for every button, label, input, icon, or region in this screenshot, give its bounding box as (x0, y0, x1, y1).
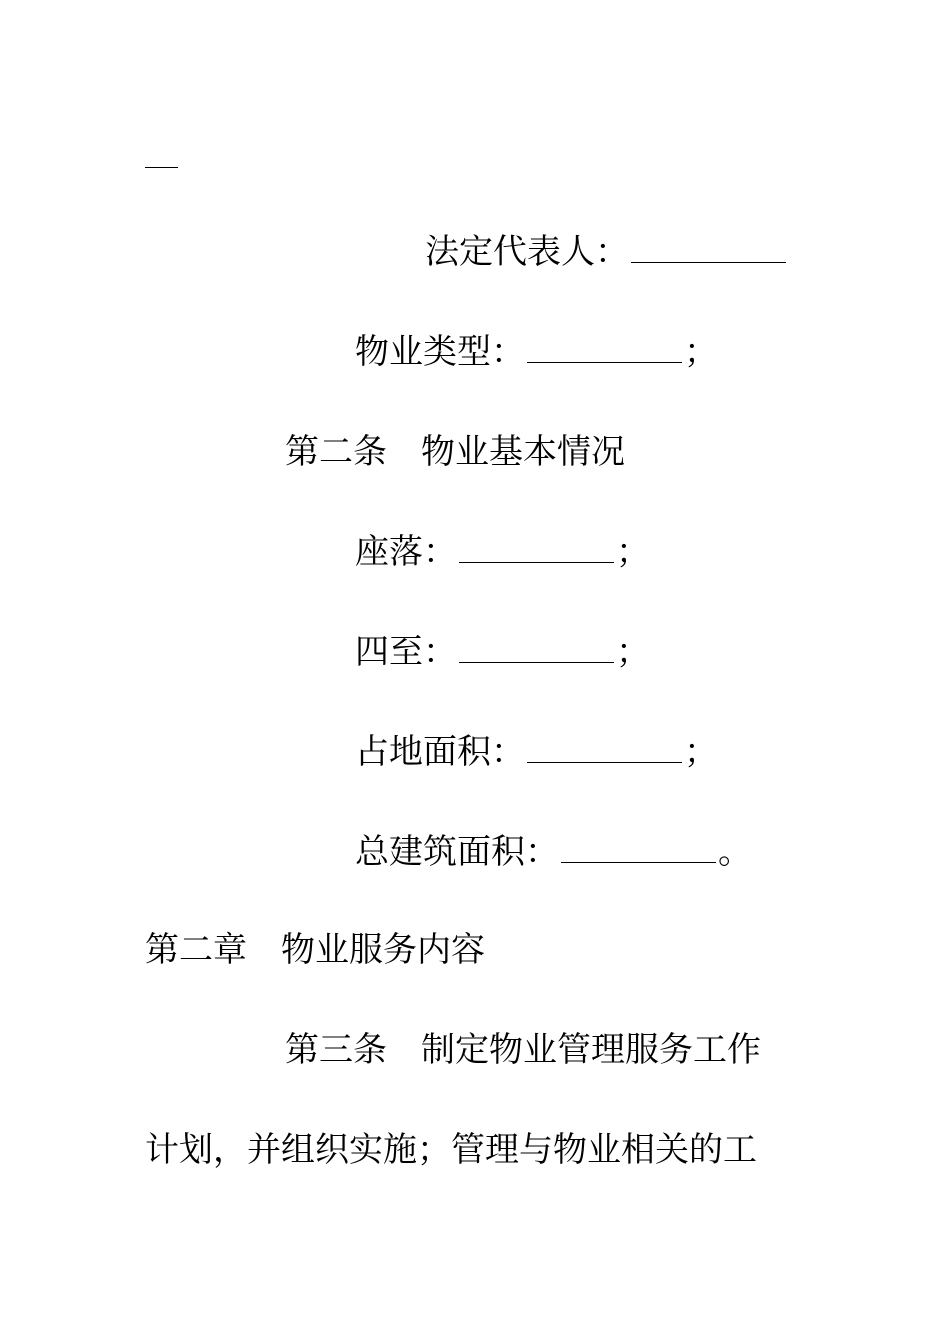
property-type-blank[interactable] (527, 332, 682, 363)
boundaries-blank[interactable] (459, 632, 614, 663)
chapter-2-title: 物业服务内容 (281, 930, 485, 970)
boundaries-suffix: ； (616, 632, 650, 672)
legal-representative-label: 法定代表人： (425, 232, 629, 272)
boundaries-line (355, 632, 650, 672)
total-floor-area-line (355, 832, 752, 872)
article-2-number: 第二条 (285, 432, 387, 472)
legal-representative-line (425, 232, 788, 272)
total-floor-area-suffix: 。 (718, 832, 752, 872)
article-3-line (285, 1030, 761, 1070)
location-label: 座落： (355, 532, 457, 572)
land-area-blank[interactable] (527, 732, 682, 763)
location-suffix: ； (616, 532, 650, 572)
location-line (355, 532, 650, 572)
legal-representative-blank[interactable] (631, 232, 786, 263)
separator-dash (145, 167, 178, 168)
location-blank[interactable] (459, 532, 614, 563)
article-3-number: 第三条 (285, 1030, 387, 1070)
property-type-label: 物业类型： (355, 332, 525, 372)
article-2-title: 物业基本情况 (421, 432, 625, 472)
total-floor-area-blank[interactable] (561, 832, 716, 863)
property-type-suffix: ； (684, 332, 718, 372)
land-area-line (355, 732, 718, 772)
land-area-suffix: ； (684, 732, 718, 772)
body-paragraph-line: 计划，并组织实施；管理与物业相关的工 (145, 1130, 757, 1170)
property-type-line (355, 332, 718, 372)
article-3-text: 制定物业管理服务工作 (421, 1030, 761, 1070)
article-2-heading (285, 432, 625, 472)
land-area-label: 占地面积： (355, 732, 525, 772)
chapter-2-heading (145, 930, 485, 970)
chapter-2-number: 第二章 (145, 930, 247, 970)
boundaries-label: 四至： (355, 632, 457, 672)
total-floor-area-label: 总建筑面积： (355, 832, 559, 872)
